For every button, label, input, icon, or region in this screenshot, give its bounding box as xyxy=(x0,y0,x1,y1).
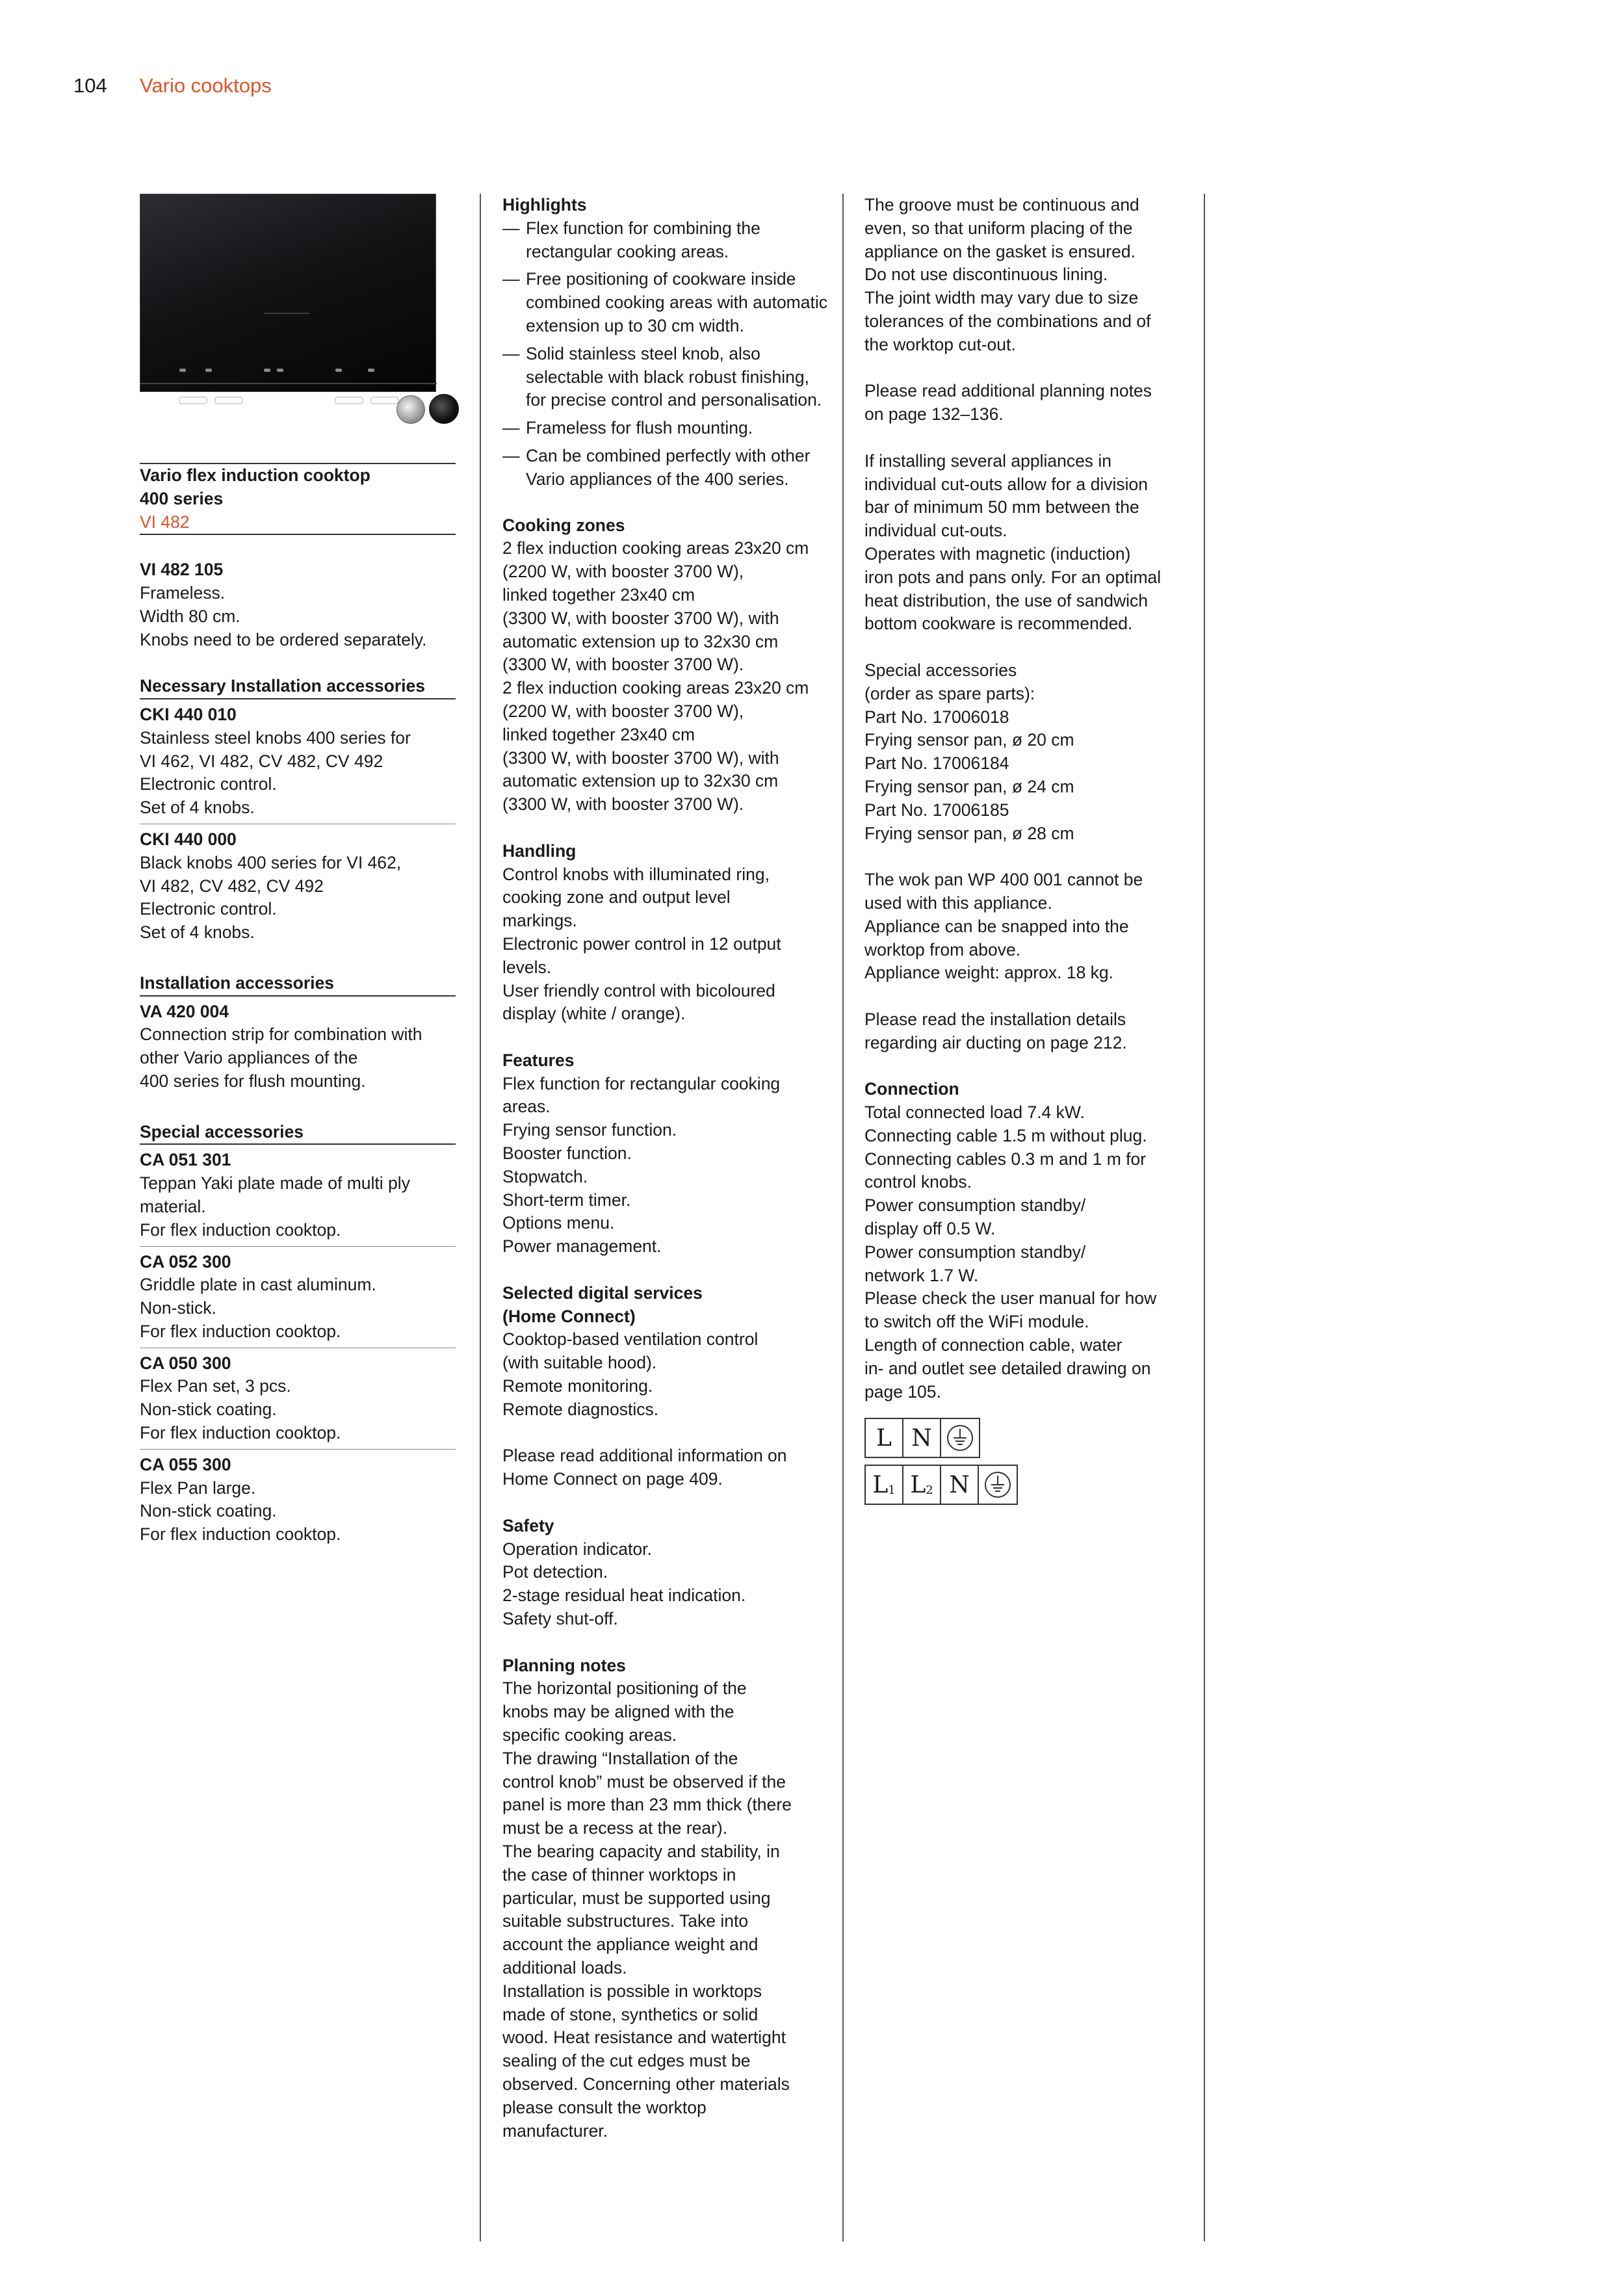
column-divider xyxy=(1204,194,1205,2241)
text-line: Please read additional planning notes xyxy=(864,381,1152,401)
text-line: must be a recess at the rear). xyxy=(502,1818,728,1838)
variant-description xyxy=(140,582,456,651)
text-line: sealing of the cut edges must be xyxy=(502,2051,751,2071)
accessory-code: CA 055 300 xyxy=(140,1454,231,1474)
symbol-n: N xyxy=(941,1466,979,1504)
accessory-description: Non-stick coating. xyxy=(140,1501,277,1521)
text-line: Short-term timer. xyxy=(502,1190,631,1210)
connection-heading: Connection xyxy=(864,1079,959,1099)
text-line: the worktop cut-out. xyxy=(864,334,1016,354)
cooktop-photo xyxy=(140,194,436,392)
accessory-description: VI 482, CV 482, CV 492 xyxy=(140,876,324,896)
highlight-item: — Free positioning of cookware inside combined cooking areas with automatic extension up to 30 cm width. xyxy=(502,268,827,337)
text-line: in- and outlet see detailed drawing on xyxy=(864,1358,1151,1378)
text-line: Power management. xyxy=(502,1236,662,1257)
text-line: The bearing capacity and stability, in xyxy=(502,1841,780,1861)
product-series: 400 series xyxy=(140,488,224,508)
highlights-list xyxy=(502,217,827,491)
accessory-description: Griddle plate in cast aluminum. xyxy=(140,1275,376,1295)
text-line: Pot detection. xyxy=(502,1562,608,1582)
connection-symbol-single-phase xyxy=(864,1418,980,1458)
highlight-item: — Flex function for combining the rectangular cooking areas. xyxy=(502,217,827,264)
connection-symbol-two-phase xyxy=(864,1465,1018,1505)
text-line: additional loads. xyxy=(502,1957,627,1977)
column-middle xyxy=(502,194,827,2143)
planning-notes-heading: Planning notes xyxy=(502,1655,626,1675)
installation-accessories-heading: Installation accessories xyxy=(140,972,335,993)
text-line: Options menu. xyxy=(502,1213,615,1233)
text-line: The horizontal positioning of the xyxy=(502,1678,747,1699)
text-line: 2 flex induction cooking areas 23x20 cm xyxy=(502,678,809,698)
accessory-item xyxy=(140,997,456,1097)
accessory-description: Black knobs 400 series for VI 462, xyxy=(140,852,402,872)
accessory-description: other Vario appliances of the xyxy=(140,1048,358,1068)
installation-accessories-list xyxy=(140,995,456,1097)
accessory-description: For flex induction cooktop. xyxy=(140,1220,341,1240)
highlight-item: — Solid stainless steel knob, also selectable with black robust finishing, for precise control and personalisation. xyxy=(502,343,827,412)
installation-several-note xyxy=(864,450,1189,636)
planning-reference xyxy=(864,380,1189,426)
accessory-item xyxy=(140,1246,456,1348)
text-line: Frying sensor pan, ø 24 cm xyxy=(864,776,1074,796)
text-line: to switch off the WiFi module. xyxy=(864,1312,1089,1332)
accessory-description: Flex Pan set, 3 pcs. xyxy=(140,1376,291,1396)
text-line: areas. xyxy=(502,1097,551,1117)
accessory-description: 400 series for flush mounting. xyxy=(140,1071,366,1091)
accessory-code: CA 052 300 xyxy=(140,1251,231,1272)
text-line: (3300 W, with booster 3700 W). xyxy=(502,794,744,815)
text-line: Remote diagnostics. xyxy=(502,1399,659,1419)
text-line: individual cut-outs. xyxy=(864,521,1007,541)
accessory-item xyxy=(140,1145,456,1246)
accessory-code: CA 051 301 xyxy=(140,1150,231,1170)
text-line: Frameless. xyxy=(140,582,226,603)
text-line: Please check the user manual for how xyxy=(864,1288,1157,1309)
text-line: Total connected load 7.4 kW. xyxy=(864,1102,1085,1123)
text-line: The drawing “Installation of the xyxy=(502,1748,738,1768)
text-line: Frying sensor pan, ø 28 cm xyxy=(864,823,1074,843)
text-line: Operation indicator. xyxy=(502,1539,652,1559)
accessory-code: VA 420 004 xyxy=(140,1001,229,1021)
text-line: The joint width may vary due to size xyxy=(864,288,1139,308)
accessory-description: Stainless steel knobs 400 series for xyxy=(140,727,411,748)
digital-services-text xyxy=(502,1328,827,1421)
text-line: suitable substructures. Take into xyxy=(502,1911,749,1931)
text-line: linked together 23x40 cm xyxy=(502,584,695,605)
text-line: Please read the installation details xyxy=(864,1009,1126,1029)
text-line: The wok pan WP 400 001 cannot be xyxy=(864,870,1143,890)
text-line: Installation is possible in worktops xyxy=(502,1981,762,2001)
necessary-accessories-heading: Necessary Installation accessories xyxy=(140,676,425,696)
highlights-heading: Highlights xyxy=(502,195,587,215)
wok-note xyxy=(864,868,1189,985)
cooking-zones-text xyxy=(502,537,827,816)
text-line: Frying sensor function. xyxy=(502,1120,677,1140)
text-line: Control knobs with illuminated ring, xyxy=(502,864,770,884)
home-connect-note xyxy=(502,1444,827,1491)
text-line: markings. xyxy=(502,911,577,931)
product-title-block xyxy=(140,463,456,534)
text-line: Part No. 17006018 xyxy=(864,707,1009,727)
accessory-description: Teppan Yaki plate made of multi ply xyxy=(140,1173,410,1194)
text-line: iron pots and pans only. For an optimal xyxy=(864,567,1162,587)
text-line: Stopwatch. xyxy=(502,1166,588,1186)
text-line: Connecting cable 1.5 m without plug. xyxy=(864,1125,1147,1145)
text-line: Part No. 17006184 xyxy=(864,753,1009,774)
text-line: display off 0.5 W. xyxy=(864,1219,996,1239)
text-line: (2200 W, with booster 3700 W), xyxy=(502,701,744,721)
text-line: made of stone, synthetics or solid xyxy=(502,2004,759,2024)
text-line: If installing several appliances in xyxy=(864,450,1112,471)
accessory-item xyxy=(140,1348,456,1449)
variant-code: VI 482 105 xyxy=(140,560,224,580)
special-accessories-heading: Special accessories xyxy=(140,1121,304,1141)
text-line: levels. xyxy=(502,957,552,977)
text-line: Booster function. xyxy=(502,1143,632,1164)
page-number: 104 xyxy=(73,74,107,97)
text-line: observed. Concerning other materials xyxy=(502,2074,790,2094)
symbol-n: N xyxy=(903,1419,941,1457)
special-accessories-list xyxy=(140,1143,456,1550)
text-line: particular, must be supported using xyxy=(502,1888,771,1908)
text-line: Appliance can be snapped into the xyxy=(864,916,1129,936)
accessory-description: For flex induction cooktop. xyxy=(140,1524,341,1545)
text-line: heat distribution, the use of sandwich xyxy=(864,590,1149,610)
column-divider xyxy=(842,194,844,2241)
groove-note xyxy=(864,194,1189,357)
text-line: page 105. xyxy=(864,1381,941,1402)
accessory-code: CA 050 300 xyxy=(140,1353,231,1373)
text-line: used with this appliance. xyxy=(864,893,1052,913)
column-divider xyxy=(480,194,481,2241)
text-line: Flex function for rectangular cooking xyxy=(502,1073,781,1093)
text-line: Remote monitoring. xyxy=(502,1376,653,1396)
accessory-description: Electronic control. xyxy=(140,774,277,794)
accessory-description: Non-stick coating. xyxy=(140,1400,277,1420)
text-line: Width 80 cm. xyxy=(140,606,240,626)
text-line: appliance on the gasket is ensured. xyxy=(864,241,1136,261)
symbol-l: L xyxy=(866,1419,903,1457)
planning-notes-text xyxy=(502,1677,827,2143)
text-line: account the appliance weight and xyxy=(502,1935,759,1955)
section-title: Vario cooktops xyxy=(140,74,272,97)
text-line: Part No. 17006185 xyxy=(864,800,1009,820)
stainless-knob xyxy=(396,395,425,424)
handling-heading: Handling xyxy=(502,841,577,861)
text-line: Safety shut-off. xyxy=(502,1609,618,1629)
accessory-description: Set of 4 knobs. xyxy=(140,798,255,818)
text-line: the case of thinner worktops in xyxy=(502,1864,736,1885)
text-line: linked together 23x40 cm xyxy=(502,724,695,744)
text-line: automatic extension up to 32x30 cm xyxy=(502,631,779,651)
text-line: Frying sensor pan, ø 20 cm xyxy=(864,730,1074,750)
accessory-description: Flex Pan large. xyxy=(140,1478,256,1498)
text-line: specific cooking areas. xyxy=(502,1725,677,1745)
text-line: please consult the worktop xyxy=(502,2097,707,2117)
text-line: Do not use discontinuous lining. xyxy=(864,265,1108,285)
text-line: even, so that uniform placing of the xyxy=(864,218,1133,238)
accessory-item xyxy=(140,699,456,824)
features-text xyxy=(502,1073,827,1259)
text-line: (3300 W, with booster 3700 W), with xyxy=(502,608,779,628)
product-model: VI 482 xyxy=(140,512,190,532)
text-line: User friendly control with bicoloured xyxy=(502,980,775,1000)
accessory-code: CKI 440 010 xyxy=(140,704,237,724)
text-line: regarding air ducting on page 212. xyxy=(864,1032,1127,1052)
text-line: wood. Heat resistance and watertight xyxy=(502,2028,786,2048)
text-line: Power consumption standby/ xyxy=(864,1195,1086,1216)
text-line: on page 132–136. xyxy=(864,404,1004,424)
accessory-description: Electronic control. xyxy=(140,899,277,919)
connection-text xyxy=(864,1101,1189,1403)
necessary-accessories-list xyxy=(140,698,456,948)
black-knob xyxy=(429,394,459,424)
text-line: Cooktop-based ventilation control xyxy=(502,1329,759,1350)
highlight-item: — Frameless for flush mounting. xyxy=(502,417,827,440)
handling-text xyxy=(502,863,827,1026)
accessory-code: CKI 440 000 xyxy=(140,829,237,849)
accessory-description: For flex induction cooktop. xyxy=(140,1423,341,1443)
column-right xyxy=(864,194,1189,1505)
spare-parts-list xyxy=(864,659,1189,845)
text-line: panel is more than 23 mm thick (there xyxy=(502,1795,792,1815)
symbol-l1: L $_1$ xyxy=(866,1466,903,1504)
text-line: Special accessories xyxy=(864,660,1017,680)
text-line: (3300 W, with booster 3700 W). xyxy=(502,655,744,675)
text-line: (with suitable hood). xyxy=(502,1353,657,1373)
text-line: Power consumption standby/ xyxy=(864,1242,1086,1262)
accessory-description: Non-stick. xyxy=(140,1298,216,1318)
text-line: Please read additional information on xyxy=(502,1446,787,1466)
text-line: Knobs need to be ordered separately. xyxy=(140,629,427,649)
accessory-item xyxy=(140,824,456,948)
product-title: Vario flex induction cooktop xyxy=(140,465,370,485)
air-ducting-note xyxy=(864,1008,1189,1055)
text-line: 2 flex induction cooking areas 23x20 cm xyxy=(502,538,809,558)
text-line: Length of connection cable, water xyxy=(864,1335,1123,1355)
features-heading: Features xyxy=(502,1050,575,1070)
column-left xyxy=(140,194,456,1550)
accessory-description: material. xyxy=(140,1196,206,1216)
ground-icon xyxy=(979,1466,1017,1504)
digital-services-heading: Selected digital services xyxy=(502,1283,703,1303)
text-line: bar of minimum 50 mm between the xyxy=(864,497,1139,517)
symbol-l2: L $_2$ xyxy=(903,1466,941,1504)
accessory-description: Connection strip for combination with xyxy=(140,1024,422,1045)
text-line: knobs may be aligned with the xyxy=(502,1702,734,1722)
text-line: worktop from above. xyxy=(864,939,1021,959)
text-line: cooking zone and output level xyxy=(502,887,731,907)
ground-icon xyxy=(941,1419,979,1457)
text-line: individual cut-outs allow for a division xyxy=(864,474,1148,494)
accessory-item xyxy=(140,1449,456,1550)
text-line: manufacturer. xyxy=(502,2120,608,2141)
accessory-description: For flex induction cooktop. xyxy=(140,1321,341,1341)
text-line: (order as spare parts): xyxy=(864,683,1035,703)
accessory-description: VI 462, VI 482, CV 482, CV 492 xyxy=(140,751,383,771)
text-line: display (white / orange). xyxy=(502,1004,686,1024)
text-line: Home Connect on page 409. xyxy=(502,1469,723,1489)
text-line: The groove must be continuous and xyxy=(864,195,1139,215)
text-line: control knobs. xyxy=(864,1172,972,1192)
text-line: Electronic power control in 12 output xyxy=(502,933,781,954)
safety-heading: Safety xyxy=(502,1515,554,1535)
text-line: network 1.7 W. xyxy=(864,1265,979,1285)
text-line: 2-stage residual heat indication. xyxy=(502,1585,746,1606)
accessory-description: Set of 4 knobs. xyxy=(140,922,255,943)
highlight-item: — Can be combined perfectly with other Vario appliances of the 400 series. xyxy=(502,445,827,491)
text-line: Appliance weight: approx. 18 kg. xyxy=(864,963,1114,983)
safety-text xyxy=(502,1538,827,1631)
text-line: Connecting cables 0.3 m and 1 m for xyxy=(864,1149,1147,1169)
text-line: bottom cookware is recommended. xyxy=(864,614,1133,634)
text-line: tolerances of the combinations and of xyxy=(864,311,1151,331)
text-line: automatic extension up to 32x30 cm xyxy=(502,771,779,791)
text-line: Operates with magnetic (induction) xyxy=(864,543,1131,564)
cooking-zones-heading: Cooking zones xyxy=(502,515,625,535)
text-line: (3300 W, with booster 3700 W), with xyxy=(502,748,779,768)
text-line: (2200 W, with booster 3700 W), xyxy=(502,562,744,582)
text-line: control knob” must be observed if the xyxy=(502,1771,786,1792)
product-image xyxy=(140,194,465,428)
digital-services-subheading: (Home Connect) xyxy=(502,1306,636,1326)
